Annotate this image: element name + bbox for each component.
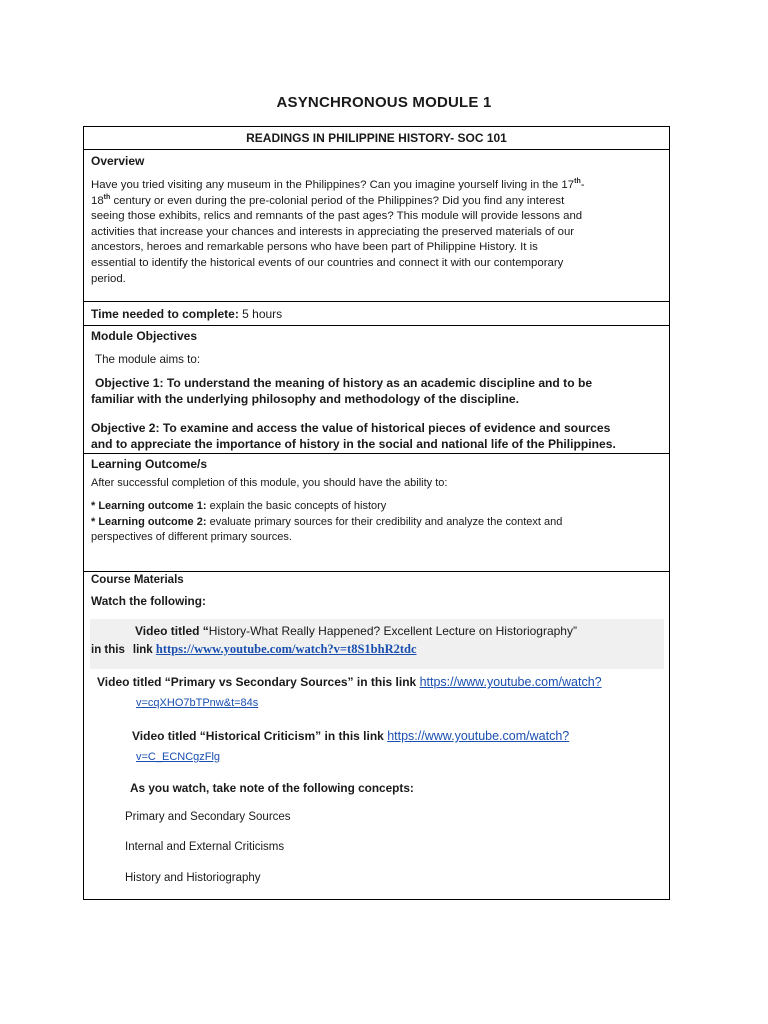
overview-line: seeing those exhibits, relics and remnants of the past ages? This module will provide lessons and xyxy=(91,210,583,223)
objective-1-line: Objective 1: To understand the meaning of history as an academic discipline and to be xyxy=(95,376,593,390)
objectives-section xyxy=(84,325,669,453)
module-table xyxy=(83,126,670,900)
outcome-2-label: * Learning outcome 2: xyxy=(91,515,207,528)
video-2-link[interactable]: https://www.youtube.com/watch? xyxy=(419,675,602,689)
video-2-line xyxy=(97,675,602,689)
objective-2-line: and to appreciate the importance of history in the social and national life of the Philippines. xyxy=(91,436,616,451)
time-value: 5 hours xyxy=(238,307,283,321)
video-1-label: Video titled “ xyxy=(135,624,209,638)
superscript-th: th xyxy=(103,193,111,201)
outcomes-intro: After successful completion of this module, you should have the ability to: xyxy=(91,477,448,489)
outcome-1-label: * Learning outcome 1: xyxy=(91,500,207,512)
objectives-intro: The module aims to: xyxy=(95,353,201,366)
objective-1 xyxy=(91,376,667,407)
outcome-2-text: evaluate primary sources for their credibility and analyze the context and xyxy=(206,515,563,528)
dash: - xyxy=(580,179,585,191)
overview-body xyxy=(91,178,666,287)
time-label: Time needed to complete: xyxy=(91,307,239,321)
outcomes-section xyxy=(84,453,669,571)
note-instruction: As you watch, take note of the following concepts: xyxy=(130,781,414,795)
overview-line: period. xyxy=(91,272,126,285)
materials-heading: Course Materials xyxy=(91,574,184,586)
video-3-line xyxy=(132,729,569,743)
overview-line: century or even during the pre-colonial period of the Philippines? Did you find any interest xyxy=(110,194,565,207)
document-title: ASYNCHRONOUS MODULE 1 xyxy=(276,94,492,111)
materials-section xyxy=(84,571,669,899)
video-1-link-line xyxy=(91,642,417,657)
overview-line: essential to identify the historical events of our countries and connect it with our contemporary xyxy=(91,256,564,269)
time-section xyxy=(84,301,669,325)
video-1-link[interactable]: https://www.youtube.com/watch?v=t8S1bhR2tdc xyxy=(155,642,417,656)
objectives-heading: Module Objectives xyxy=(91,329,198,343)
objective-1-line: familiar with the underlying philosophy and methodology of the discipline. xyxy=(91,391,520,406)
video-2-link-continued-line xyxy=(136,693,258,711)
overview-line: 18 xyxy=(91,194,104,207)
video-2-link-continued[interactable]: v=cqXHO7bTPnw&t=84s xyxy=(136,697,259,709)
video-3-link-continued[interactable]: v=C_ECNCgzFlg xyxy=(136,751,221,763)
video-1-in-this: in this xyxy=(91,644,125,656)
video-3-link[interactable]: https://www.youtube.com/watch? xyxy=(387,729,570,743)
video-1-title-line xyxy=(135,624,577,638)
outcome-1-text: explain the basic concepts of history xyxy=(206,500,387,512)
overview-section xyxy=(84,149,669,301)
course-header: READINGS IN PHILIPPINE HISTORY- SOC 101 xyxy=(246,131,507,145)
outcomes-list xyxy=(91,499,666,546)
overview-line: activities that increase your chances and interests in appreciating the preserved materials of our xyxy=(91,225,575,238)
objective-2-line: Objective 2: To examine and access the value of historical pieces of evidence and sources xyxy=(91,421,611,435)
concept-item: Primary and Secondary Sources xyxy=(125,811,291,823)
video-3-text: Video titled “Historical Criticism” in this link xyxy=(132,729,384,743)
video-2-text: Video titled “Primary vs Secondary Sources” in this link xyxy=(97,675,417,689)
video-1-title: History-What Really Happened? Excellent Lecture on Historiography” xyxy=(208,624,577,638)
video-3-link-continued-line xyxy=(136,747,220,765)
outcome-2-text-continued: perspectives of different primary sources. xyxy=(91,531,292,543)
objective-2 xyxy=(91,421,669,452)
course-header-row xyxy=(84,127,669,149)
concept-item: History and Historiography xyxy=(125,872,261,884)
superscript-th: th xyxy=(574,178,581,186)
outcomes-heading: Learning Outcome/s xyxy=(91,457,208,471)
overview-line: Have you tried visiting any museum in the Philippines? Can you imagine yourself living in the 17 xyxy=(91,179,575,191)
time-line xyxy=(91,307,282,321)
watch-label: Watch the following: xyxy=(91,594,206,608)
concept-item: Internal and External Criticisms xyxy=(125,841,285,853)
overview-heading: Overview xyxy=(91,154,145,168)
video-1-link-label: link xyxy=(132,644,153,656)
overview-line: ancestors, heroes and remarkable persons who have been part of Philippine History. It is xyxy=(91,241,538,254)
